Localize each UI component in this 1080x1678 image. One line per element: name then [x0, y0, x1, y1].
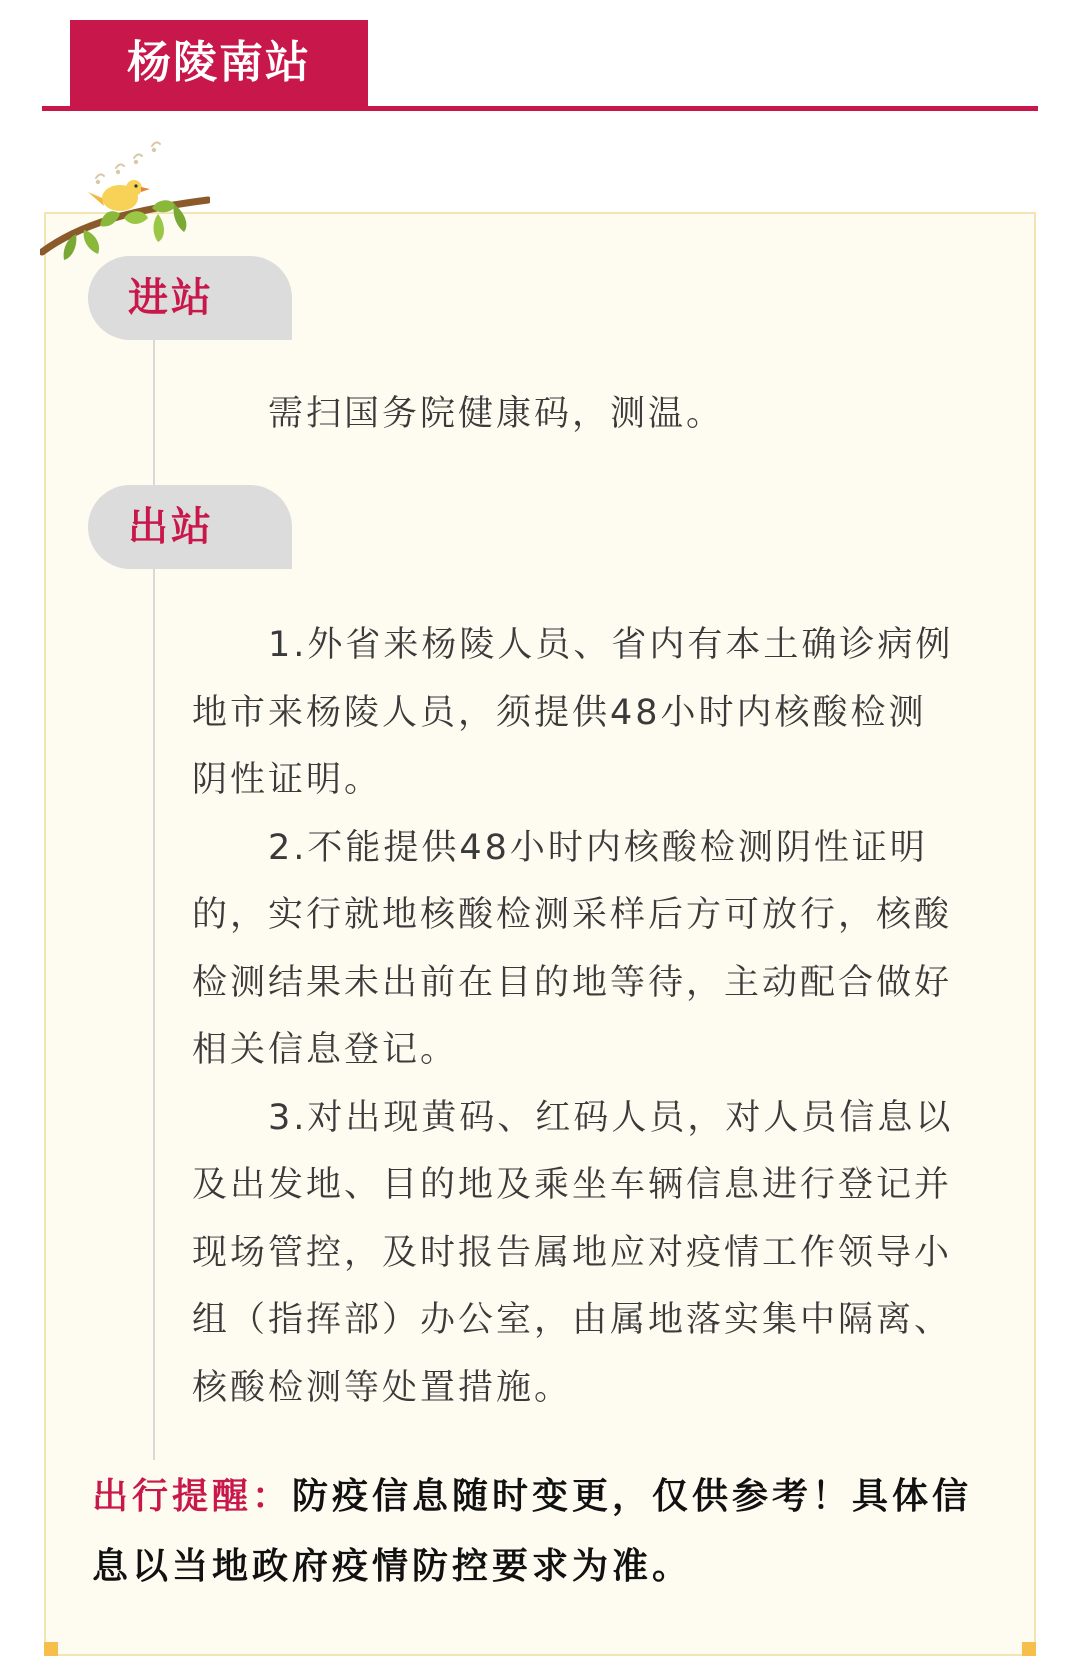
- exit-rule-2: 2.不能提供48小时内核酸检测阴性证明的，实行就地核酸检测采样后方可放行，核酸检测结果未出前在目的地等待，主动配合做好相关信息登记。: [192, 827, 953, 1070]
- card-corner-decoration: [1022, 1642, 1036, 1656]
- enter-instructions: 需扫国务院健康码，测温。: [268, 394, 725, 434]
- exit-instructions: [192, 612, 957, 1422]
- section-label-exit: 出站: [88, 485, 292, 569]
- bird-on-branch-icon: [40, 168, 210, 264]
- travel-reminder: [92, 1462, 1002, 1602]
- exit-rule-3: 3.对出现黄码、红码人员，对人员信息以及出发地、目的地及乘坐车辆信息进行登记并现场管控，及时报告属地应对疫情工作领导小组（指挥部）办公室，由属地落实集中隔离、核酸检测等处置措施。: [192, 1097, 954, 1408]
- exit-rule-1: 1.外省来杨陵人员、省内有本土确诊病例地市来杨陵人员，须提供48小时内核酸检测阴性证明。: [192, 625, 954, 800]
- page-title: 杨陵南站: [70, 20, 368, 106]
- card-corner-decoration: [44, 1642, 58, 1656]
- reminder-text: 防疫信息随时变更，仅供参考！具体信息以当地政府疫情防控要求为准。: [92, 1476, 973, 1587]
- section-label-enter: 进站: [88, 256, 292, 340]
- reminder-label: 出行提醒：: [92, 1476, 293, 1517]
- title-divider: [42, 106, 1038, 111]
